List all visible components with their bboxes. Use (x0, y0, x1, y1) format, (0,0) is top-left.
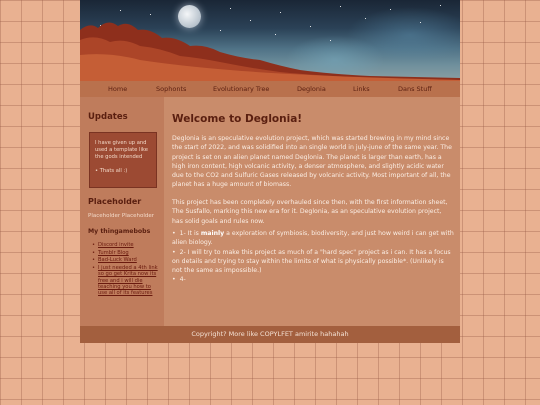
updates-list-item: • Thats all :) (95, 168, 128, 174)
tumblr-blog-link[interactable]: • Tumblr Blog (98, 250, 160, 256)
sidebar-thingamebobs-heading: My thingamebobs (88, 228, 151, 235)
nav-deglonia-link[interactable]: Deglonia (297, 85, 326, 93)
rule-1-bold: mainly (200, 230, 225, 237)
page-container (80, 0, 460, 343)
forest-silhouette (80, 0, 460, 81)
intro-paragraph: Deglonia is an speculative evolution project, which was started brewing in my mind since the start of 2022, and was solidified into an single world in july-june of the same year. The project is set on an alien planet named Deglonia. The planet is larger than earth, has a high iron content, high volcanic activity, a denser atmosphere, and slightly acidic water due to the CO2 and Sulfuric Gases released by volcanic activity. Most important of all, the planet has a huge amount of biomass. (172, 135, 452, 189)
sidebar (80, 97, 164, 326)
main-navigation (80, 81, 460, 97)
updates-list-item-text: Thats all :) (99, 168, 128, 174)
rule-1-suffix: a exploration of symbiosis, biodiversity, and just how weird i can get with alien biology. (172, 230, 454, 247)
sidebar-placeholder-text: Placeholder Placeholder (88, 213, 155, 219)
overhaul-paragraph: This project has been completely overhauled since then, with the first information sheet, The Susfallo, marking this new era for it. Deglonia, as an speculative evolution project, has solid goals and rules now. (172, 199, 448, 225)
rule-item: • 1- It is mainly a exploration of symbiosis, biodiversity, and just how weird i can get with alien biology. (172, 230, 454, 247)
page-footer: Copyright? More like COPYLFET amirite hahahah (80, 326, 460, 343)
krita-link[interactable]: • I just needed a 4th link so go get Krita now its free and i will die teaching you how to use all of its features (98, 265, 160, 296)
rule-3-text: 4- (179, 276, 186, 284)
sidebar-placeholder-heading: Placeholder (88, 197, 142, 206)
nav-dans-stuff-link[interactable]: Dans Stuff (398, 85, 432, 93)
main-content (164, 97, 460, 326)
rule-1-prefix: 1- It is (179, 230, 201, 237)
updates-notice-text: I have given up and used a template like the gods intended (95, 140, 148, 160)
nav-sophonts-link[interactable]: Sophonts (156, 85, 187, 93)
nav-links-link[interactable]: Links (353, 85, 370, 93)
discord-invite-link[interactable]: • Discord invite (98, 242, 160, 248)
rules-list (172, 229, 454, 285)
nav-home-link[interactable]: Home (108, 85, 128, 93)
sidebar-link-list (98, 242, 160, 298)
page-title: Welcome to Deglonia! (172, 113, 303, 125)
nav-evolutionary-tree-link[interactable]: Evolutionary Tree (213, 85, 270, 93)
rule-item: • 4- (172, 276, 186, 284)
rule-2-text: 2- I will try to make this project as much of a "hard spec" project as i can. It has a focus on details and trying to stay within the limits of what is physically possible*. (Unlikely is not the same as impossible.) (172, 248, 451, 275)
sidebar-updates-heading: Updates (88, 112, 128, 122)
bad-luck-ward-link[interactable]: • Bad-Luck Ward (98, 257, 160, 263)
rule-item: • 2- I will try to make this project as much of a "hard spec" project as i can. It has a focus on details and trying to stay within the limits of what is physically possible*. (Unlikely is not the same as impossible.) (172, 248, 451, 275)
updates-notice-box (89, 132, 157, 188)
header-banner-image (80, 0, 460, 81)
